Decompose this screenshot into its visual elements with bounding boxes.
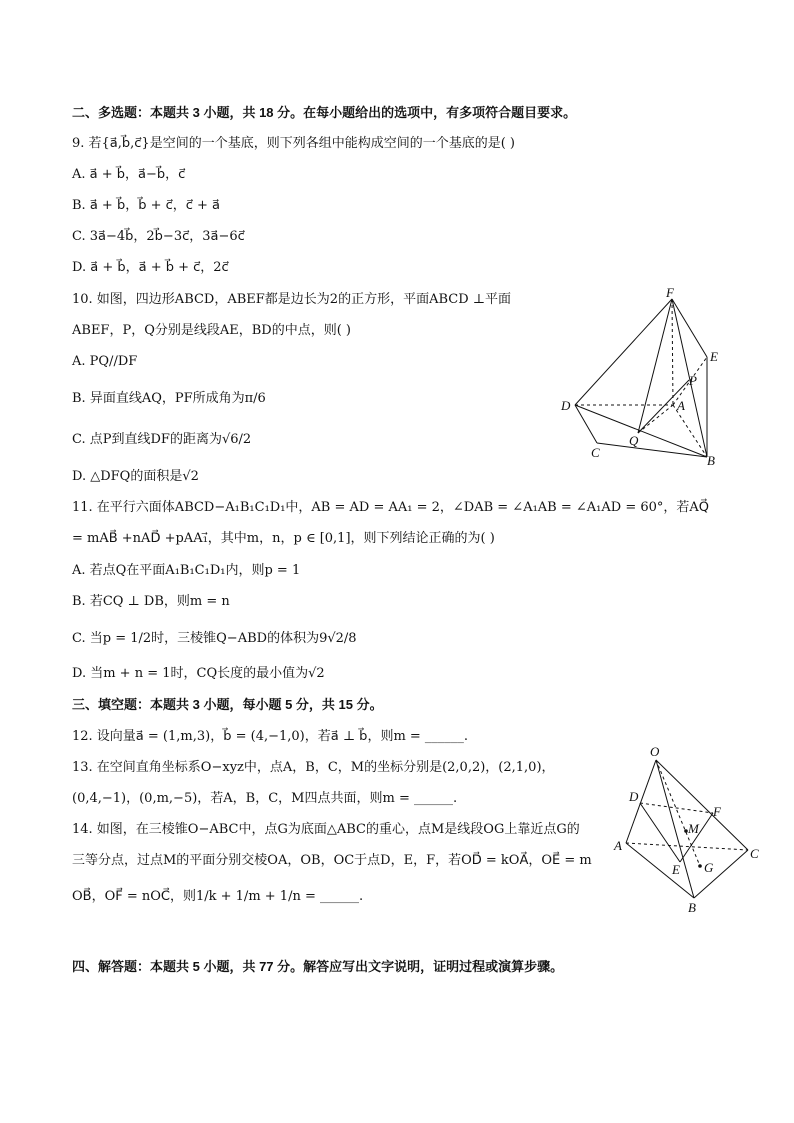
q14-point-g <box>698 864 702 868</box>
q13-line2: (0,4,−1)，(0,m,−5)，若A，B，C，M四点共面，则m = ______. <box>72 791 458 806</box>
q10-option-b: B. 异面直线AQ，PF所成角为π/6 <box>72 391 266 406</box>
q9-stem: 9. 若{a⃗,b⃗,c⃗}是空间的一个基底，则下列各组中能构成空间的一个基底的是( ) <box>72 136 515 151</box>
section-header-answer: 四、解答题：本题共 5 小题，共 77 分。解答应写出文字说明，证明过程或演算步骤。 <box>72 959 564 974</box>
q10-label-e: E <box>710 349 718 364</box>
q11-stem-line2: = mAB⃗ +nAD⃗ +pAA₁⃗，其中m，n，p ∈ [0,1]，则下列结论正确的为( ) <box>72 531 495 546</box>
q11-option-d: D. 当m + n = 1时，CQ长度的最小值为√2 <box>72 666 325 681</box>
q11-option-b: B. 若CQ ⊥ DB，则m = n <box>72 594 230 609</box>
q10-option-d: D. △DFQ的面积是√2 <box>72 469 199 484</box>
q9-option-d: D. a⃗ + b⃗，a⃗ + b⃗ + c⃗，2c⃗ <box>72 260 229 275</box>
q14-label-d: D <box>629 789 639 804</box>
q11-option-a: A. 若点Q在平面A₁B₁C₁D₁内，则p = 1 <box>72 563 301 578</box>
q14-label-c: C <box>750 846 759 861</box>
q10-option-c: C. 点P到直线DF的距离为√6/2 <box>72 432 252 447</box>
q14-label-e: E <box>672 862 680 877</box>
q10-label-d: D <box>561 398 571 413</box>
q10-square-figure <box>555 285 735 470</box>
q14-label-m: M <box>688 821 699 836</box>
q10-stem-line1: 10. 如图，四边形ABCD，ABEF都是边长为2的正方形，平面ABCD ⊥平面 <box>72 292 511 307</box>
q14-label-g: G <box>704 860 714 875</box>
q13-line1: 13. 在空间直角坐标系O−xyz中，点A，B，C，M的坐标分别是(2,0,2)，(2,1,0)， <box>72 760 555 775</box>
q14-line2: 三等分点，过点M的平面分别交棱OA，OB，OC于点D，E，F，若OD⃗ = kOA⃗，OE⃗ = m <box>72 853 592 868</box>
q11-option-c: C. 当p = 1/2时，三棱锥Q−ABD的体积为9√2/8 <box>72 631 357 646</box>
q12-text: 12. 设向量a⃗ = (1,m,3)，b⃗ = (4,−1,0)，若a⃗ ⊥ b⃗，则m = ______. <box>72 729 469 744</box>
q14-line1: 14. 如图，在三棱锥O−ABC中，点G为底面△ABC的重心，点M是线段OG上靠近点G的 <box>72 822 580 837</box>
q10-stem-line2: ABEF，P，Q分别是线段AE，BD的中点，则( ) <box>72 323 351 338</box>
q14-label-a: A <box>614 838 622 853</box>
q10-label-c: C <box>591 445 600 460</box>
section-header-multiple-choice: 二、多选题：本题共 3 小题，共 18 分。在每小题给出的选项中，有多项符合题目要求。 <box>72 105 577 120</box>
q10-label-a: A <box>677 398 685 413</box>
q9-option-a: A. a⃗ + b⃗，a⃗−b⃗，c⃗ <box>72 167 186 182</box>
q10-option-a: A. PQ//DF <box>72 354 138 369</box>
q10-label-q: Q <box>629 433 639 448</box>
q14-tetrahedron-figure <box>612 740 772 915</box>
q11-stem-line1: 11. 在平行六面体ABCD−A₁B₁C₁D₁中，AB = AD = AA₁ = 2，∠DAB = ∠A₁AB = ∠A₁AD = 60°，若AQ⃗ <box>72 500 710 515</box>
q10-label-p: P <box>689 373 697 388</box>
q14-label-f: F <box>713 804 721 819</box>
q10-label-b: B <box>707 453 715 468</box>
q10-label-f: F <box>666 285 674 300</box>
q9-option-c: C. 3a⃗−4b⃗，2b⃗−3c⃗，3a⃗−6c⃗ <box>72 229 245 244</box>
section-header-fill-blank: 三、填空题：本题共 3 小题，每小题 5 分，共 15 分。 <box>72 697 383 712</box>
q14-label-o: O <box>650 744 660 759</box>
q9-option-b: B. a⃗ + b⃗，b⃗ + c⃗，c⃗ + a⃗ <box>72 198 221 213</box>
q14-line3: OB⃗，OF⃗ = nOC⃗，则1/k + 1/m + 1/n = ______. <box>72 889 364 904</box>
q14-label-b: B <box>688 900 696 915</box>
